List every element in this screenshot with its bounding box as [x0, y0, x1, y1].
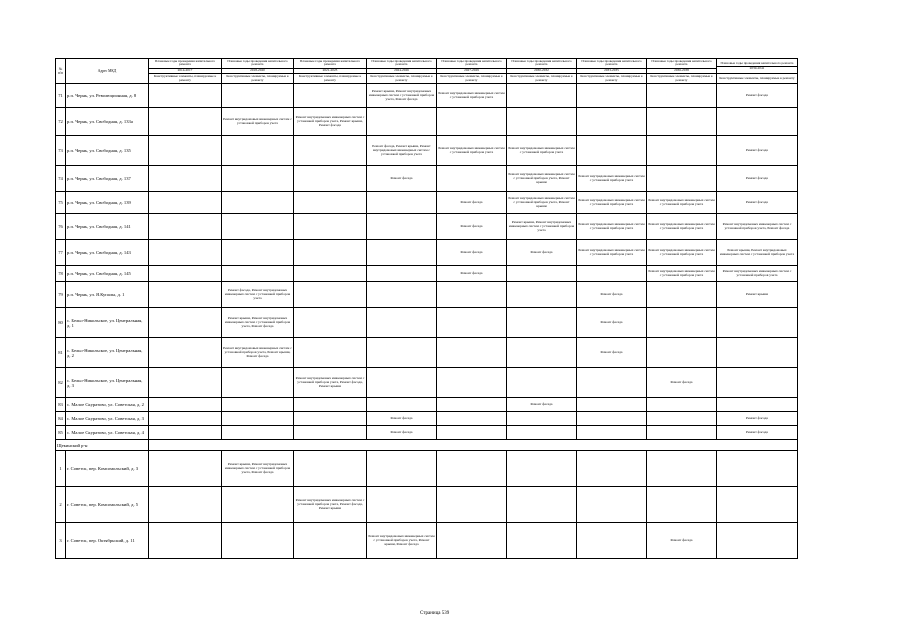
row-address: р.п. Чернь, ул. Свободная, д. 139: [66, 192, 149, 214]
header-subcolumn: Конструктивные элементы, планируемые к ремонту: [437, 74, 507, 84]
row-address: р.п. Чернь, ул. Я.Купалы, д. 1: [66, 282, 149, 308]
repair-works-cell: [149, 192, 222, 214]
repair-works-cell: [717, 451, 798, 487]
table-body-chern: [56, 84, 798, 440]
repair-works-cell: Ремонт крыши, Ремонт внутридомовых инженерных систем с установкой приборов учета, Ремонт фасада: [367, 84, 437, 108]
row-address: с. Малое Скуратово, ул. Советская, д. 2: [66, 398, 149, 412]
repair-works-cell: [647, 136, 717, 166]
repair-works-cell: [367, 282, 437, 308]
repair-works-cell: [222, 368, 294, 398]
repair-works-cell: [647, 412, 717, 426]
repair-works-cell: [647, 451, 717, 487]
row-number: 72: [56, 108, 66, 136]
repair-works-cell: [149, 136, 222, 166]
section-title: Щекинский р-н: [56, 440, 149, 451]
table-row: [56, 108, 798, 136]
repair-works-cell: [647, 308, 717, 338]
repair-works-cell: [507, 308, 577, 338]
repair-works-cell: [647, 108, 717, 136]
table-row: [56, 136, 798, 166]
repair-works-cell: [367, 266, 437, 282]
table-row: [56, 240, 798, 266]
header-period: Плановые годы проведения капитального ремонта 2018-2020: [222, 59, 294, 74]
repair-works-cell: [507, 487, 577, 523]
repair-works-cell: [149, 166, 222, 192]
repair-works-cell: [294, 451, 367, 487]
table-row: [56, 398, 798, 412]
repair-works-cell: [367, 308, 437, 338]
header-period: Плановые годы проведения капитального ремонта 2027-2029: [437, 59, 507, 74]
repair-works-cell: [149, 338, 222, 368]
repair-works-cell: [647, 398, 717, 412]
repair-works-cell: [367, 398, 437, 412]
repair-works-cell: [717, 108, 798, 136]
repair-works-cell: [367, 368, 437, 398]
repair-works-cell: [647, 487, 717, 523]
header-period: Плановые годы проведения капитального ремонта 2014-2017: [149, 59, 222, 74]
repair-works-cell: [647, 426, 717, 440]
repair-works-cell: [222, 166, 294, 192]
repair-works-cell: [367, 192, 437, 214]
repair-works-cell: [294, 240, 367, 266]
repair-works-cell: [294, 166, 367, 192]
repair-works-cell: [437, 338, 507, 368]
row-address: р.п. Чернь, ул. Свободная, д. 143: [66, 240, 149, 266]
row-number: 79: [56, 282, 66, 308]
repair-works-cell: [367, 240, 437, 266]
table-row: [56, 451, 798, 487]
repair-works-cell: [294, 266, 367, 282]
table-row: [56, 214, 798, 240]
row-address: с. Бельо-Никольское, ул. Центральная, д. 1: [66, 308, 149, 338]
table-row: [56, 282, 798, 308]
row-number: 78: [56, 266, 66, 282]
repair-works-cell: [149, 266, 222, 282]
repair-works-cell: Ремонт внутридомовых инженерных систем с установкой приборов учета, Ремонт крыши, Ремонт фасада: [294, 108, 367, 136]
row-number: 75: [56, 192, 66, 214]
repair-works-cell: Ремонт фасада: [507, 240, 577, 266]
repair-works-cell: Ремонт фасада: [647, 368, 717, 398]
repair-works-cell: Ремонт внутридомовых инженерных систем с установкой приборов учета, Ремонт фасада: [717, 214, 798, 240]
repair-works-cell: [294, 192, 367, 214]
repair-works-cell: [222, 412, 294, 426]
repair-works-cell: Ремонт фасада: [717, 412, 798, 426]
header-subcolumn: Конструктивные элементы, планируемые к ремонту: [577, 74, 647, 84]
repair-works-cell: Ремонт внутридомовых инженерных систем с установкой приборов учета: [577, 192, 647, 214]
repair-works-cell: [647, 84, 717, 108]
repair-works-cell: [437, 487, 507, 523]
header-subcolumn: Конструктивные элементы, планируемые к ремонту: [367, 74, 437, 84]
header-num: № п/п: [56, 59, 66, 84]
row-number: 3: [56, 523, 66, 559]
repair-works-cell: [367, 338, 437, 368]
table-row: [56, 166, 798, 192]
repair-works-cell: [577, 136, 647, 166]
repair-works-cell: Ремонт фасада: [367, 412, 437, 426]
row-number: 73: [56, 136, 66, 166]
repair-works-cell: Ремонт внутридомовых инженерных систем с установкой приборов учета: [717, 266, 798, 282]
repair-works-cell: [577, 426, 647, 440]
repair-works-cell: [222, 240, 294, 266]
row-number: 2: [56, 487, 66, 523]
row-number: 77: [56, 240, 66, 266]
repair-works-cell: Ремонт внутридомовых инженерных систем с установкой приборов учета, Ремонт крыши, Ремонт фасада: [367, 523, 437, 559]
repair-works-cell: [149, 398, 222, 412]
repair-works-cell: [577, 451, 647, 487]
repair-works-cell: [647, 166, 717, 192]
repair-works-cell: Ремонт фасада: [717, 84, 798, 108]
header-period: Плановые годы проведения капитального ремонта 2021-2023: [294, 59, 367, 74]
repair-works-cell: [577, 368, 647, 398]
repair-works-cell: Ремонт внутридомовых инженерных систем с установкой приборов учета: [647, 214, 717, 240]
repair-works-cell: [222, 214, 294, 240]
repair-works-cell: [577, 398, 647, 412]
repair-works-cell: [507, 368, 577, 398]
header-period: Плановые годы проведения капитального ремонта 2039-2041: [717, 59, 798, 74]
repair-works-cell: Ремонт внутридомовых инженерных систем с установкой приборов учета: [647, 266, 717, 282]
header-subcolumn: Конструктивные элементы, планируемые к ремонту: [717, 74, 798, 84]
repair-works-cell: Ремонт фасада: [717, 426, 798, 440]
repair-works-cell: [149, 451, 222, 487]
header-period: Плановые годы проведения капитального ремонта 2033-2035: [577, 59, 647, 74]
repair-works-cell: [437, 412, 507, 426]
repair-works-cell: [222, 84, 294, 108]
repair-works-cell: [149, 214, 222, 240]
repair-works-cell: [149, 108, 222, 136]
repair-works-cell: [149, 523, 222, 559]
row-number: 83: [56, 398, 66, 412]
table-row: [56, 84, 798, 108]
row-address: с. Бельо-Никольское, ул. Центральная, д. 3: [66, 368, 149, 398]
repair-works-cell: [222, 192, 294, 214]
row-address: г. Советск, пер. Комсомольский, д. 5: [66, 487, 149, 523]
repair-works-cell: Ремонт внутридомовых инженерных систем с установкой приборов учета, Ремонт крыши: [507, 192, 577, 214]
row-number: 1: [56, 451, 66, 487]
repair-works-cell: Ремонт внутридомовых инженерных систем с установкой приборов учета: [222, 108, 294, 136]
header-period: Плановые годы проведения капитального ремонта 2024-2026: [367, 59, 437, 74]
repair-works-cell: [507, 84, 577, 108]
repair-works-cell: Ремонт фасада: [717, 136, 798, 166]
repair-works-cell: [577, 84, 647, 108]
repair-works-cell: [647, 282, 717, 308]
repair-works-cell: Ремонт крыши, Ремонт внутридомовых инженерных систем с установкой приборов учета: [507, 214, 577, 240]
repair-works-cell: Ремонт внутридомовых инженерных систем с установкой приборов учета: [577, 166, 647, 192]
repair-works-cell: Ремонт фасада: [437, 240, 507, 266]
repair-works-cell: [294, 308, 367, 338]
repair-works-cell: Ремонт фасада: [577, 338, 647, 368]
row-address: с. Бельо-Никольское, ул. Центральная, д. 2: [66, 338, 149, 368]
repair-works-cell: [437, 368, 507, 398]
repair-works-cell: [577, 412, 647, 426]
repair-works-cell: [294, 426, 367, 440]
repair-works-cell: Ремонт внутридомовых инженерных систем с установкой приборов учета, Ремонт крыши: [507, 166, 577, 192]
repair-works-cell: [507, 338, 577, 368]
repair-works-cell: Ремонт крыши, Ремонт внутридомовых инженерных систем с установкой приборов учета, Ремонт фасада: [222, 451, 294, 487]
repair-works-cell: Ремонт фасада: [647, 523, 717, 559]
repair-works-cell: Ремонт фасада: [717, 166, 798, 192]
repair-works-cell: Ремонт фасада: [367, 166, 437, 192]
table-row: [56, 487, 798, 523]
row-address: р.п. Чернь, ул. Свободная, д. 133а: [66, 108, 149, 136]
repair-works-cell: [294, 84, 367, 108]
repair-works-cell: Ремонт фасада: [717, 192, 798, 214]
header-subcolumn: Конструктивные элементы, планируемые к ремонту: [647, 74, 717, 84]
repair-works-cell: [507, 451, 577, 487]
repair-works-cell: Ремонт крыши: [717, 282, 798, 308]
repair-works-cell: Ремонт фасада, Ремонт внутридомовых инженерных систем с установкой приборов учета: [222, 282, 294, 308]
repair-works-cell: [222, 523, 294, 559]
repair-works-cell: [647, 338, 717, 368]
row-address: р.п. Чернь, ул. Революционная, д. 8: [66, 84, 149, 108]
repair-works-cell: [149, 308, 222, 338]
repair-works-cell: [149, 426, 222, 440]
repair-works-cell: [437, 166, 507, 192]
repair-works-cell: Ремонт внутридомовых инженерных систем с установкой приборов учета: [437, 84, 507, 108]
repair-works-cell: [507, 282, 577, 308]
row-number: 84: [56, 412, 66, 426]
header-subcolumn: Конструктивные элементы, планируемые к ремонту: [222, 74, 294, 84]
header-subcolumn: Конструктивные элементы, планируемые к ремонту: [507, 74, 577, 84]
repair-works-cell: [149, 368, 222, 398]
repair-works-cell: Ремонт внутридомовых инженерных систем с установкой приборов учета: [577, 214, 647, 240]
table-row: [56, 412, 798, 426]
repair-works-cell: Ремонт фасада: [437, 266, 507, 282]
section-block: [56, 440, 798, 451]
repair-works-cell: [717, 338, 798, 368]
repair-works-cell: Ремонт крыши, Ремонт внутридомовых инженерных систем с установкой приборов учета, Ремонт фасада: [222, 308, 294, 338]
row-number: 81: [56, 338, 66, 368]
row-number: 76: [56, 214, 66, 240]
repair-works-cell: [717, 523, 798, 559]
table-row: [56, 308, 798, 338]
row-address: с. Малое Скуратово, ул. Советская, д. 3: [66, 412, 149, 426]
repair-works-cell: [367, 487, 437, 523]
repair-works-cell: Ремонт внутридомовых инженерных систем с установкой приборов учета, Ремонт фасада, Ремонт крыши: [294, 368, 367, 398]
row-number: 85: [56, 426, 66, 440]
table-row: [56, 368, 798, 398]
row-number: 80: [56, 308, 66, 338]
repair-works-cell: [149, 412, 222, 426]
repair-works-cell: Ремонт внутридомовых инженерных систем с установкой приборов учета: [577, 240, 647, 266]
repair-works-cell: Ремонт фасада: [367, 426, 437, 440]
table-row: [56, 338, 798, 368]
row-address: с. Малое Скуратово, ул. Советская, д. 4: [66, 426, 149, 440]
repair-works-cell: Ремонт фасада: [437, 214, 507, 240]
row-address: р.п. Чернь, ул. Свободная, д. 137: [66, 166, 149, 192]
page-footer: Страница 539: [420, 611, 450, 616]
repair-works-cell: [149, 240, 222, 266]
repair-works-cell: [717, 308, 798, 338]
repair-works-cell: [222, 426, 294, 440]
repair-works-cell: [294, 338, 367, 368]
repair-works-cell: [717, 398, 798, 412]
repair-works-cell: [437, 523, 507, 559]
repair-works-cell: Ремонт внутридомовых инженерных систем с установкой приборов учета: [507, 136, 577, 166]
repair-works-cell: [222, 266, 294, 282]
header-address: Адрес МКД: [66, 59, 149, 84]
repair-works-cell: [222, 136, 294, 166]
repair-works-cell: [149, 84, 222, 108]
repair-works-cell: [507, 412, 577, 426]
row-address: г. Советск, пер. Комсомольский, д. 3: [66, 451, 149, 487]
repair-works-cell: [717, 368, 798, 398]
row-address: р.п. Чернь, ул. Свободная, д. 145: [66, 266, 149, 282]
repair-works-cell: [294, 282, 367, 308]
header-period: Плановые годы проведения капитального ремонта 2030-2032: [507, 59, 577, 74]
repair-works-cell: [437, 108, 507, 136]
repair-works-cell: [294, 412, 367, 426]
capital-repair-table: [55, 58, 798, 559]
repair-works-cell: [294, 398, 367, 412]
repair-works-cell: [367, 108, 437, 136]
repair-works-cell: Ремонт внутридомовых инженерных систем с установкой приборов учета: [437, 136, 507, 166]
table-row: [56, 426, 798, 440]
repair-works-cell: [577, 266, 647, 282]
repair-works-cell: Ремонт фасада, Ремонт крыши, Ремонт внутридомовых инженерных систем с установкой приборов учета: [367, 136, 437, 166]
row-number: 82: [56, 368, 66, 398]
row-number: 74: [56, 166, 66, 192]
repair-works-cell: Ремонт крыши, Ремонт внутридомовых инженерных систем с установкой приборов учета: [717, 240, 798, 266]
repair-works-cell: [717, 487, 798, 523]
repair-works-cell: Ремонт внутридомовых инженерных систем с установкой приборов учета: [647, 240, 717, 266]
table-body-shchekino: [56, 451, 798, 559]
repair-works-cell: [222, 487, 294, 523]
repair-works-cell: [367, 214, 437, 240]
repair-works-cell: [222, 398, 294, 412]
repair-works-cell: Ремонт фасада: [437, 192, 507, 214]
repair-works-cell: [367, 451, 437, 487]
repair-works-cell: [577, 108, 647, 136]
repair-works-cell: [577, 487, 647, 523]
table-row: [56, 266, 798, 282]
row-number: 71: [56, 84, 66, 108]
row-address: р.п. Чернь, ул. Свободная, д. 135: [66, 136, 149, 166]
repair-works-cell: [507, 108, 577, 136]
repair-works-cell: [294, 523, 367, 559]
repair-works-cell: Ремонт фасада: [577, 308, 647, 338]
repair-works-cell: [437, 282, 507, 308]
repair-works-cell: [437, 308, 507, 338]
repair-works-cell: [577, 523, 647, 559]
repair-works-cell: [149, 282, 222, 308]
repair-works-cell: Ремонт внутридомовых инженерных систем с установкой приборов учета, Ремонт крыши, Ремонт фасада: [222, 338, 294, 368]
repair-works-cell: Ремонт фасада: [577, 282, 647, 308]
row-address: р.п. Чернь, ул. Свободная, д. 141: [66, 214, 149, 240]
table-row: [56, 192, 798, 214]
table-row: [56, 523, 798, 559]
repair-works-cell: [437, 398, 507, 412]
repair-works-cell: [294, 136, 367, 166]
repair-works-cell: [294, 214, 367, 240]
repair-works-cell: Ремонт внутридомовых инженерных систем с установкой приборов учета: [647, 192, 717, 214]
repair-works-cell: [507, 523, 577, 559]
repair-works-cell: [149, 487, 222, 523]
repair-works-cell: [507, 426, 577, 440]
repair-works-cell: [507, 266, 577, 282]
header-period: Плановые годы проведения капитального ремонта 2036-2038: [647, 59, 717, 74]
repair-works-cell: [437, 426, 507, 440]
repair-works-cell: Ремонт фасада: [507, 398, 577, 412]
header-subcolumn: Конструктивные элементы, планируемые к ремонту: [149, 74, 222, 84]
repair-works-cell: Ремонт внутридомовых инженерных систем с установкой приборов учета, Ремонт фасада, Ремонт крыши: [294, 487, 367, 523]
header-subcolumn: Конструктивные элементы, планируемые к ремонту: [294, 74, 367, 84]
row-address: г. Советск, пер. Октябрьский, д. 11: [66, 523, 149, 559]
repair-works-cell: [437, 451, 507, 487]
